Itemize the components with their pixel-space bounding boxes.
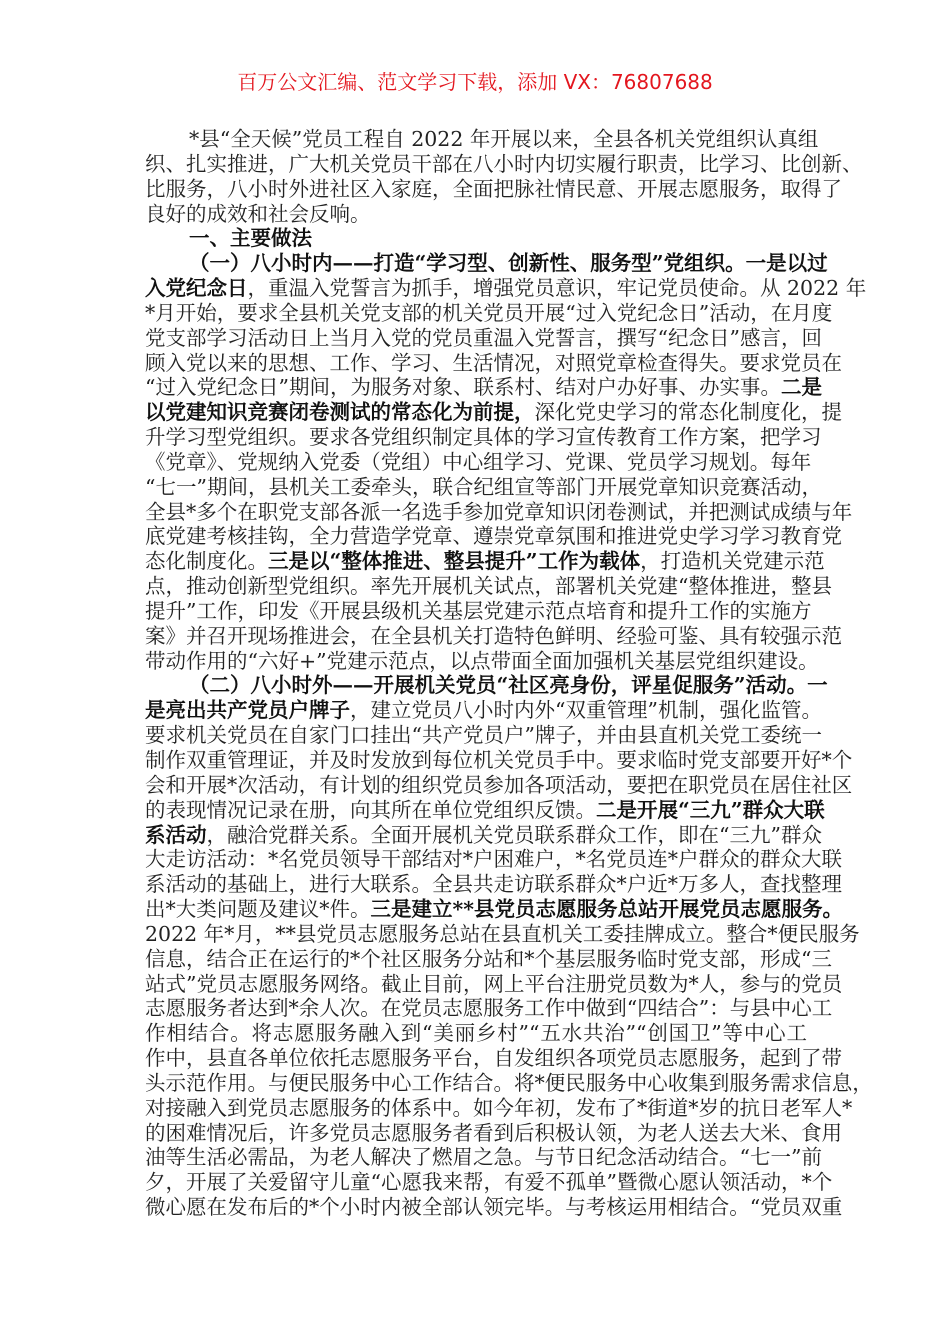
text-line	[145, 847, 842, 872]
text-line	[145, 1021, 807, 1046]
bold-text: 三是以“整体推进、整县提升”工作为载体	[268, 549, 641, 574]
text: *县“全天候”党员工程自 2022 年开展以来，全县各机关党组织认真组	[189, 127, 819, 151]
text: 微心愿在发布后的*个小时内被全部认领完毕。与考核运用相结合。“党员双重	[145, 1195, 843, 1220]
text-line	[145, 698, 822, 723]
text: 党支部学习活动日上当月入党的党员重温入党誓言，撰写“纪念日”感言，回	[145, 325, 822, 350]
text-line	[145, 400, 842, 425]
text: 织、扎实推进，广大机关党员干部在八小时内切实履行职责，比学习、比创新、	[145, 151, 863, 176]
text: 对接融入到党员志愿服务的体系中。如今年初，发布了*街道*岁的抗日老军人*	[145, 1095, 853, 1120]
text: *月开始，要求全县机关党支部的机关党员开展“过入党纪念日”活动，在月度	[145, 300, 833, 325]
watermark-header: 百万公文汇编、范文学习下载，添加 VX：76807688	[237, 70, 713, 94]
text: 提升”工作，印发《开展县级机关基层党建示范点培育和提升工作的实施方	[145, 598, 812, 623]
text: ，打造机关党建示范	[640, 549, 825, 574]
text-line	[145, 499, 853, 525]
text-line	[145, 946, 832, 972]
text-line	[145, 648, 819, 674]
text: 顾入党以来的思想、工作、学习、生活情况，对照党章检查得失。要求党员在	[145, 350, 842, 375]
text: 底党建考核挂钩，全力营造学党章、遵崇党章氛围和推进党史学习学习教育党	[145, 524, 842, 549]
text: 作中，县直各单位依托志愿服务平台，自发组织各项党员志愿服务，起到了带	[145, 1046, 842, 1071]
text: 站式”党员志愿服务网络。截止目前，网上平台注册党员数为*人，参与的党员	[145, 971, 843, 996]
text-line	[145, 574, 832, 599]
text-line	[145, 971, 843, 997]
text-line	[145, 524, 842, 549]
text: 带动作用的“六好+”党建示范点，以点带面全面加强机关基层党组织建设。	[145, 648, 819, 673]
text: 升学习型党组织。要求各党组织制定具体的学习宣传教育工作方案，把学习	[145, 425, 822, 450]
text-line	[145, 772, 853, 798]
text: 出*大类问题及建议*件。	[145, 897, 371, 922]
text-line	[145, 921, 860, 947]
bold-text: 二是	[780, 375, 822, 400]
text-line	[189, 226, 807, 251]
text-line	[189, 127, 819, 152]
text-line	[145, 300, 833, 326]
text-line	[145, 1120, 842, 1146]
bold-text: 是亮出共产党员户牌子	[145, 698, 350, 723]
text: 头示范作用。与便民服务中心工作结合。将*便民服务中心收集到服务需求信息，	[145, 1070, 873, 1095]
text: “七一”期间，县机关工委牵头，联合纪组宣等部门开展党章知识竞赛活动，	[145, 474, 822, 499]
bold-text: 一、主要做法	[189, 226, 312, 251]
text: ，重温入党誓言为抓手，增强党员意识，牢记党员使命。从 2022 年	[247, 276, 867, 301]
text-line	[145, 202, 807, 227]
bold-text: 系活动	[145, 822, 207, 847]
text-line	[145, 350, 842, 376]
text: 比服务，八小时外进社区入家庭，全面把脉社情民意、开展志愿服务，取得了	[145, 176, 842, 201]
text-line	[145, 748, 853, 773]
text: 点，推动创新型党组织。率先开展机关试点，部署机关党建“整体推进，整县	[145, 574, 832, 599]
text-line	[145, 996, 833, 1021]
text-line	[189, 251, 828, 276]
text-line	[145, 474, 822, 500]
text-line	[145, 623, 842, 649]
text: 大走访活动：*名党员领导干部结对*户困难户，*名党员连*户群众的群众大联	[145, 847, 842, 872]
text-line	[145, 723, 822, 748]
text-line	[145, 375, 822, 400]
text-line	[145, 449, 812, 475]
text: 志愿服务者达到*余人次。在党员志愿服务工作中做到“四结合”：与县中心工	[145, 996, 833, 1021]
text-line	[145, 151, 863, 177]
text: 案》并召开现场推进会，在全县机关打造特色鲜明、经验可鉴、具有较强示范	[145, 623, 842, 648]
text-line	[145, 897, 843, 922]
text: ，融洽党群关系。全面开展机关党员联系群众工作，即在“三九”群众	[206, 822, 822, 847]
text: 制作双重管理证，并及时发放到每位机关党员手中。要求临时党支部要开好*个	[145, 748, 853, 772]
text: 《党章》、党规纳入党委（党组）中心组学习、党课、党员学习规划。每年	[145, 449, 812, 474]
text-line	[145, 425, 822, 450]
text-line	[145, 1046, 842, 1071]
text-line	[145, 1095, 853, 1121]
text-line	[145, 1070, 873, 1096]
text-line	[145, 797, 825, 823]
bold-text: 三是建立**县党员志愿服务总站开展党员志愿服务。	[370, 897, 843, 922]
bold-text: 以党建知识竞赛闭卷测试的常态化为前提，	[145, 400, 535, 425]
text: 要求机关党员在自家门口挂出“共产党员户”牌子，并由县直机关党工委统一	[145, 723, 822, 748]
text-line	[145, 822, 822, 848]
text-line	[145, 549, 825, 574]
text-line	[145, 872, 842, 897]
text-line	[145, 1170, 833, 1195]
text: “过入党纪念日”期间，为服务对象、联系村、结对户办好事、办实事。	[145, 375, 781, 400]
text-line	[145, 1195, 843, 1220]
text: 的表现情况记录在册，向其所在单位党组织反馈。	[145, 797, 596, 822]
text: 良好的成效和社会反响。	[145, 201, 371, 226]
text-line	[145, 176, 842, 202]
text: 会和开展*次活动，有计划的组织党员参加各项活动，要把在职党员在居住社区	[145, 772, 853, 797]
bold-text: 入党纪念日	[145, 276, 248, 301]
text-line	[189, 673, 828, 698]
bold-text: （二）八小时外——开展机关党员“社区亮身份，评星促服务”活动。一	[189, 673, 828, 698]
text: 夕，开展了关爱留守儿童“心愿我来帮，有爱不孤单”暨微心愿认领活动，*个	[145, 1170, 833, 1195]
text-line	[145, 598, 812, 624]
text-line	[145, 276, 867, 301]
text: 油等生活必需品，为老人解决了燃眉之急。与节日纪念活动结合。“七一”前	[145, 1145, 822, 1170]
text: 全县*多个在职党支部各派一名选手参加党章知识闭卷测试，并把测试成绩与年	[145, 499, 853, 524]
text-line	[145, 1145, 822, 1170]
text: 的困难情况后，许多党员志愿服务者看到后积极认领，为老人送去大米、食用	[145, 1120, 842, 1145]
text: 2022 年*月，**县党员志愿服务总站在县直机关工委挂牌成立。整合*便民服务	[145, 921, 860, 946]
text: 信息，结合正在运行的*个社区服务分站和*个基层服务临时党支部，形成“三	[145, 946, 832, 971]
bold-text: （一）八小时内——打造“学习型、创新性、服务型”党组织。一是以过	[189, 251, 828, 276]
text: 深化党史学习的常态化制度化，提	[534, 400, 842, 425]
text: 作相结合。将志愿服务融入到“美丽乡村”“五水共治”“创国卫”等中心工	[145, 1021, 807, 1046]
text: ，建立党员八小时内外“双重管理”机制，强化监管。	[350, 698, 822, 723]
text: 态化制度化。	[145, 549, 268, 574]
text: 系活动的基础上，进行大联系。全县共走访联系群众*户近*万多人，查找整理	[145, 872, 842, 897]
text-line	[145, 325, 822, 351]
bold-text: 二是开展“三九”群众大联	[596, 797, 825, 822]
